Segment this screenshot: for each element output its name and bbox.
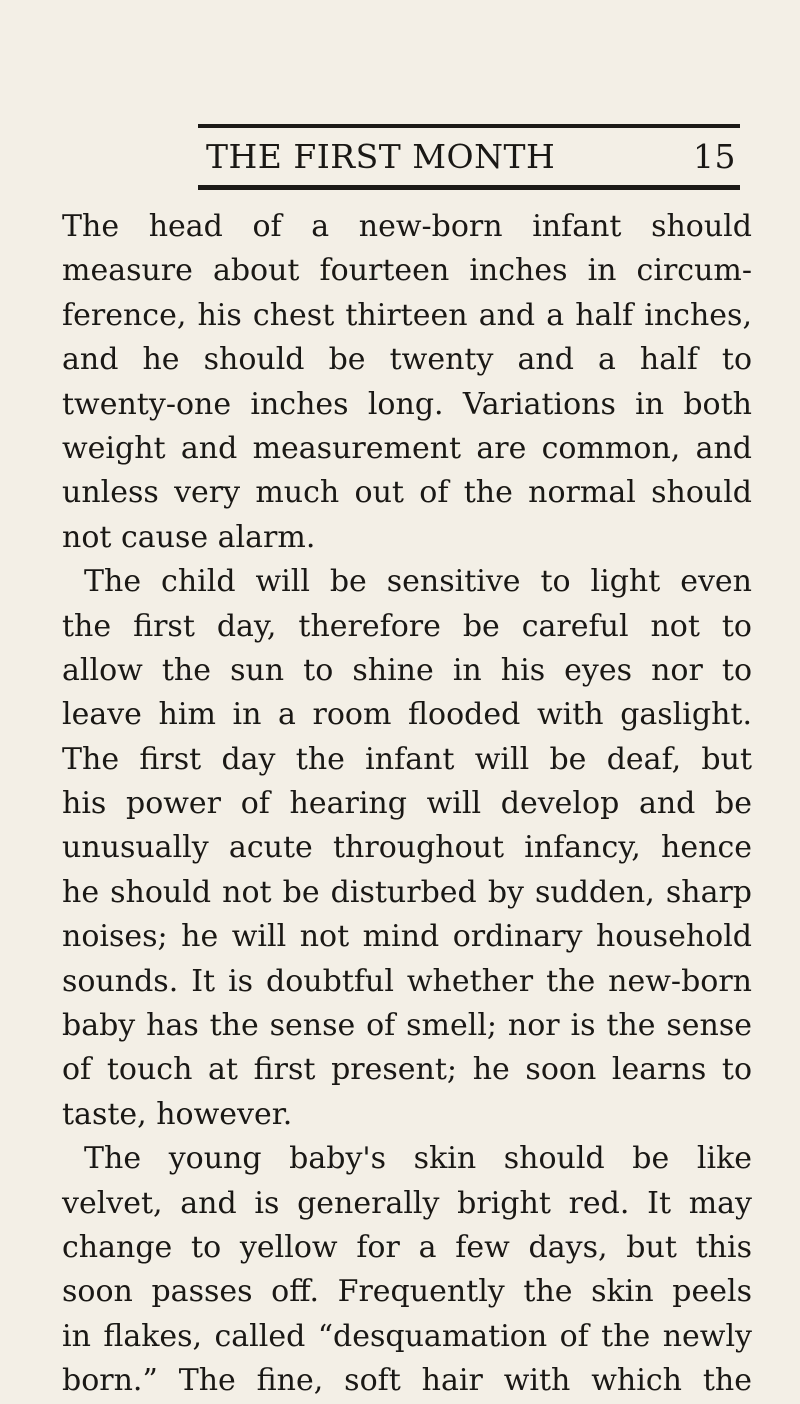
text-line: velvet, and is generally bright red. It may (62, 1185, 752, 1221)
text-line: ference, his chest thirteen and a half inches, (62, 297, 752, 333)
text-line: leave him in a room flooded with gaslight. (62, 697, 752, 733)
text-line: and he should be twenty and a half to (62, 342, 752, 378)
text-line: The child will be sensitive to light even (84, 564, 752, 600)
text-line: in flakes, called “desquamation of the newly (62, 1318, 752, 1354)
text-line: The young baby's skin should be like (84, 1141, 752, 1177)
text-line: The head of a new-born infant should (62, 209, 752, 244)
page-number: 15 (693, 137, 736, 176)
text-line: sounds. It is doubtful whether the new-born (62, 963, 752, 999)
text-line: allow the sun to shine in his eyes nor to (62, 652, 752, 688)
header-top-rule (198, 124, 740, 128)
text-line: measure about fourteen inches in circum- (62, 253, 752, 289)
header-bottom-rule (198, 185, 740, 190)
text-line: not cause alarm. (62, 519, 316, 555)
text-line: The first day the infant will be deaf, but (62, 741, 752, 777)
text-line: born.” The fine, soft hair with which the (62, 1363, 752, 1399)
text-line: change to yellow for a few days, but this (62, 1229, 752, 1265)
running-title: THE FIRST MONTH (206, 137, 556, 176)
text-line: his power of hearing will develop and be (62, 786, 752, 822)
text-line: the first day, therefore be careful not to (62, 608, 752, 644)
text-line: noises; he will not mind ordinary household (62, 919, 752, 955)
text-line: baby has the sense of smell; nor is the sense (62, 1008, 752, 1044)
text-line: unless very much out of the normal should (62, 475, 752, 511)
text-line: weight and measurement are common, and (62, 430, 752, 466)
running-header (198, 137, 740, 183)
text-line: of touch at first present; he soon learns to (62, 1052, 752, 1088)
text-line: taste, however. (62, 1096, 293, 1132)
text-line: unusually acute throughout infancy, hence (62, 830, 752, 866)
text-line: he should not be disturbed by sudden, sharp (62, 874, 752, 910)
body-text (62, 205, 752, 1404)
text-line: twenty-one inches long. Variations in both (62, 386, 752, 422)
text-line: soon passes off. Frequently the skin peels (62, 1274, 752, 1310)
